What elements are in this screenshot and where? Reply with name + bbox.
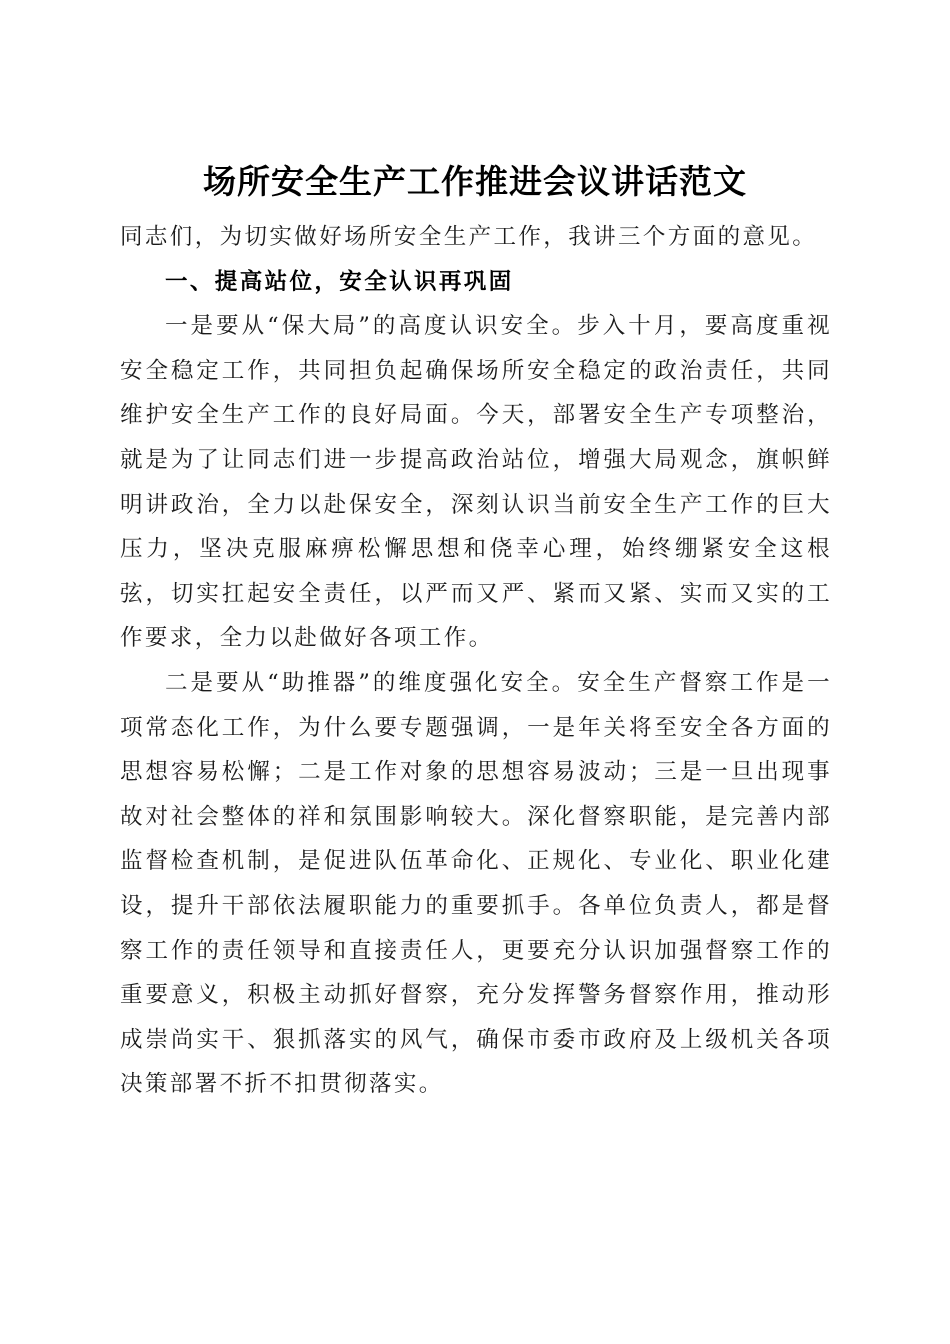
section-paragraph-1: 一是要从“保大局”的高度认识安全。步入十月，要高度重视安全稳定工作，共同担负起确保场所安全稳定的政治责任，共同维护安全生产工作的良好局面。今天，部署安全生产专项整治，就是为了让同志们进一步提高政治站位，增强大局观念，旗帜鲜明讲政治，全力以赴保安全，深刻认识当前安全生产工作的巨大压力，坚决克服麻痹松懈思想和侥幸心理，始终绷紧安全这根弦，切实扛起安全责任，以严而又严、紧而又紧、实而又实的工作要求，全力以赴做好各项工作。 <box>120 313 832 652</box>
document-body <box>120 205 832 1107</box>
document-title: 场所安全生产工作推进会议讲话范文 <box>203 162 747 202</box>
body-spacer <box>120 205 832 215</box>
section-paragraph-2: 二是要从“助推器”的维度强化安全。安全生产督察工作是一项常态化工作，为什么要专题强调，一是年关将至安全各方面的思想容易松懈；二是工作对象的思想容易波动；三是一旦出现事故对社会整体的祥和氛围影响较大。深化督察职能，是完善内部监督检查机制，是促进队伍革命化、正规化、专业化、职业化建设，提升干部依法履职能力的重要抓手。各单位负责人，都是督察工作的责任领导和直接责任人，更要充分认识加强督察工作的重要意义，积极主动抓好督察，充分发挥警务督察作用，推动形成崇尚实干、狠抓落实的风气，确保市委市政府及上级机关各项决策部署不折不扣贯彻落实。 <box>120 669 832 1098</box>
intro-paragraph: 同志们，为切实做好场所安全生产工作，我讲三个方面的意见。 <box>120 224 818 250</box>
section-heading: 一、提高站位，安全认识再巩固 <box>165 268 514 295</box>
